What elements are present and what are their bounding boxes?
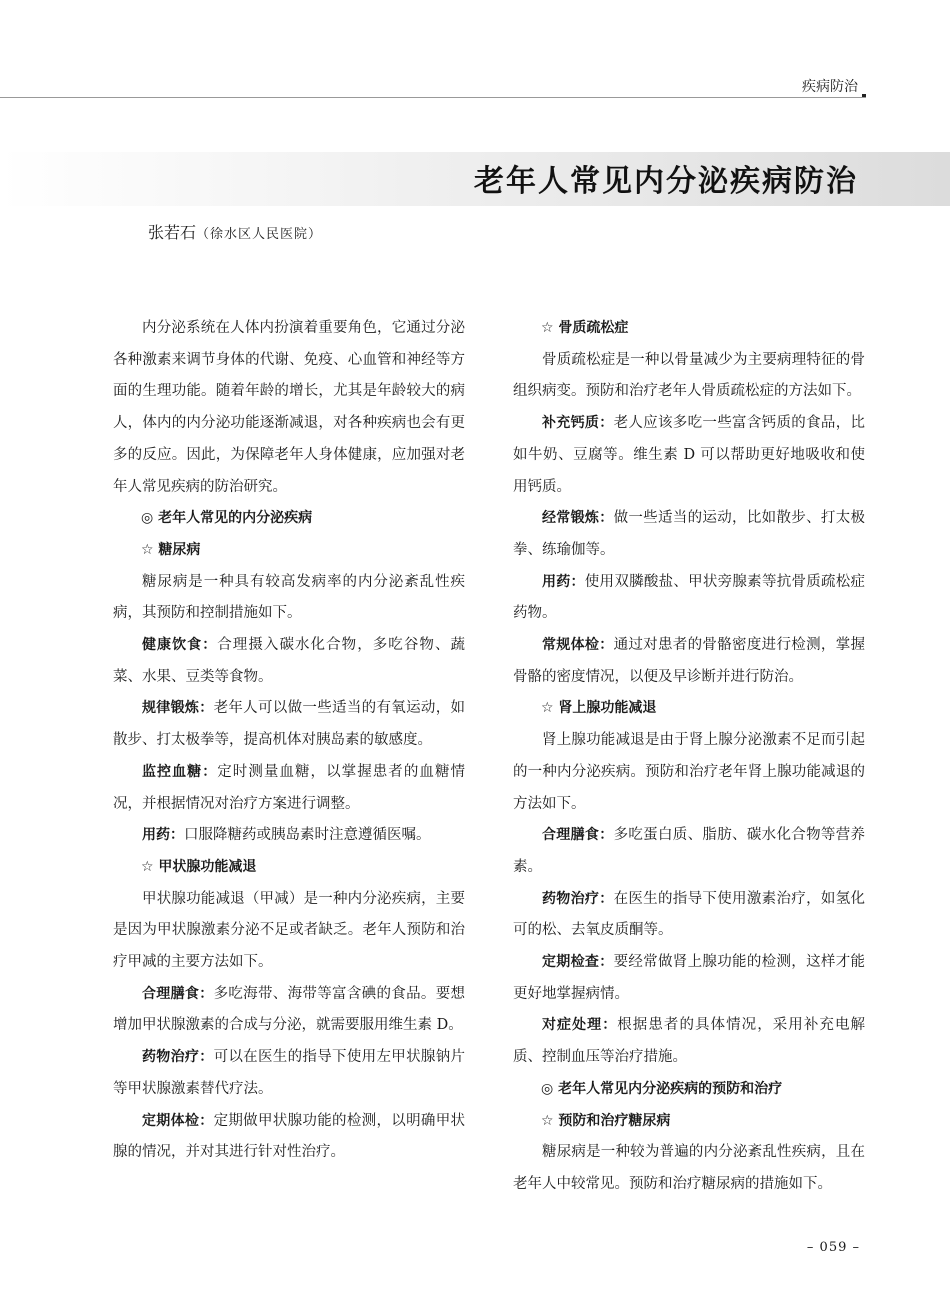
section-heading: ◎ 老年人常见的内分泌疾病	[141, 510, 313, 527]
term-label: 监控血糖：	[142, 763, 218, 780]
paragraph: 肾上腺功能减退是由于肾上腺分泌激素不足而引起的一种内分泌疾病。预防和治疗老年肾上腺功能减退的方法如下。	[513, 732, 865, 812]
paragraph: 甲状腺功能减退（甲减）是一种内分泌疾病，主要是因为甲状腺激素分泌不足或者缺乏。老年人预防和治疗甲减的主要方法如下。	[113, 890, 465, 971]
left-column	[113, 313, 465, 1169]
list-item	[113, 693, 465, 756]
term-text: 使用双膦酸盐、甲状旁腺素等抗骨质疏松症药物。	[513, 573, 866, 622]
list-item	[513, 503, 865, 566]
term-label: 合理膳食：	[142, 985, 214, 1002]
header-rule	[0, 97, 866, 98]
list-item	[113, 757, 465, 820]
list-item	[513, 947, 865, 1010]
term-text: 通过对患者的骨骼密度进行检测，掌握骨骼的密度情况，以便及早诊断并进行防治。	[513, 637, 866, 685]
term-text: 根据患者的具体情况，采用补充电解质、控制血压等治疗措施。	[513, 1017, 865, 1066]
term-label: 药物治疗：	[142, 1049, 214, 1066]
term-label: 药物治疗：	[542, 890, 614, 907]
list-item	[113, 1106, 465, 1169]
subsection-heading: ☆ 糖尿病	[141, 541, 201, 558]
term-text: 可以在医生的指导下使用左甲状腺钠片等甲状腺激素替代疗法。	[113, 1049, 466, 1097]
term-text: 要经常做肾上腺功能的检测，这样才能更好地掌握病情。	[513, 954, 866, 1002]
term-label: 补充钙质：	[542, 415, 614, 432]
term-text: 合理摄入碳水化合物，多吃谷物、蔬菜、水果、豆类等食物。	[113, 637, 465, 685]
author-name: 张若石	[148, 223, 197, 242]
term-text: 多吃海带、海带等富含碘的食品。要想增加甲状腺激素的合成与分泌，就需要服用维生素 D。	[113, 985, 466, 1034]
subsection-heading: ☆ 甲状腺功能减退	[141, 858, 257, 875]
term-text: 老年人可以做一些适当的有氧运动，如散步、打太极拳等，提高机体对胰岛素的敏感度。	[113, 700, 466, 749]
right-column	[513, 313, 865, 1201]
term-label: 用药：	[142, 827, 184, 844]
subsection-heading: ☆ 预防和治疗糖尿病	[541, 1112, 671, 1129]
paragraph: 骨质疏松症是一种以骨量减少为主要病理特征的骨组织病变。预防和治疗老年人骨质疏松症的方法如下。	[513, 351, 865, 400]
list-item	[113, 630, 465, 693]
subsection-heading: ☆ 肾上腺功能减退	[541, 700, 657, 717]
term-text: 定期做甲状腺功能的检测，以明确甲状腺的情况，并对其进行针对性治疗。	[113, 1112, 466, 1161]
list-item	[113, 979, 465, 1042]
term-text: 口服降糖药或胰岛素时注意遵循医嘱。	[184, 827, 431, 844]
section-tag: 疾病防治	[802, 79, 858, 95]
list-item	[513, 884, 865, 947]
term-text: 老人应该多吃一些富含钙质的食品，比如牛奶、豆腐等。维生素 D 可以帮助更好地吸收和使用钙质。	[513, 415, 866, 495]
section-heading: ◎ 老年人常见内分泌疾病的预防和治疗	[541, 1080, 783, 1097]
term-text: 做一些适当的运动，比如散步、打太极拳、练瑜伽等。	[513, 510, 866, 558]
list-item	[113, 820, 465, 852]
list-item	[513, 567, 865, 630]
page-number: – 059 –	[806, 1240, 860, 1255]
term-label: 规律锻炼：	[142, 700, 214, 717]
term-text: 多吃蛋白质、脂肪、碳水化合物等营养素。	[513, 827, 866, 875]
term-label: 健康饮食：	[142, 637, 218, 654]
term-label: 合理膳食：	[542, 827, 614, 844]
term-text: 在医生的指导下使用激素治疗，如氢化可的松、去氧皮质酮等。	[513, 890, 866, 939]
term-label: 常规体检：	[542, 637, 614, 654]
term-label: 定期体检：	[142, 1112, 214, 1129]
intro-paragraph: 内分泌系统在人体内扮演着重要角色，它通过分泌各种激素来调节身体的代谢、免疫、心血管和神经等方面的生理功能。随着年龄的增长，尤其是年龄较大的病人，体内的内分泌功能逐渐减退，对各种疾病也会有更多的反应。因此，为保障老年人身体健康，应加强对老年人常见疾病的防治研究。	[113, 320, 465, 495]
term-text: 定时测量血糖，以掌握患者的血糖情况，并根据情况对治疗方案进行调整。	[113, 763, 465, 812]
subsection-heading: ☆ 骨质疏松症	[541, 320, 629, 336]
list-item	[113, 1042, 465, 1105]
list-item	[513, 1010, 865, 1073]
list-item	[513, 820, 865, 883]
author-line	[148, 220, 322, 243]
term-label: 经常锻炼：	[542, 510, 614, 527]
author-affiliation: （徐水区人民医院）	[196, 227, 323, 242]
term-label: 定期检查：	[542, 954, 614, 971]
paragraph: 糖尿病是一种具有较高发病率的内分泌紊乱性疾病，其预防和控制措施如下。	[113, 573, 465, 622]
list-item	[513, 630, 865, 693]
term-label: 用药：	[542, 573, 585, 590]
list-item	[513, 408, 865, 503]
paragraph: 糖尿病是一种较为普遍的内分泌紊乱性疾病，且在老年人中较常见。预防和治疗糖尿病的措施如下。	[513, 1144, 865, 1192]
article-title: 老年人常见内分泌疾病防治	[474, 164, 858, 199]
term-label: 对症处理：	[542, 1017, 618, 1034]
